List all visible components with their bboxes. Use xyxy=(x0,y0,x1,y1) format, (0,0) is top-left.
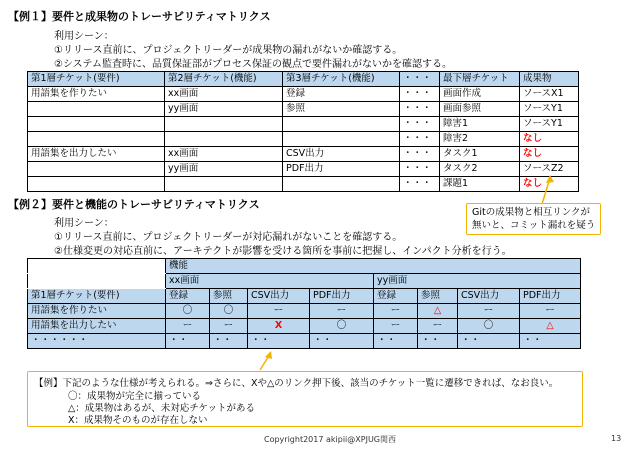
column-header: 参照 xyxy=(210,289,248,304)
note-arrow-icon xyxy=(250,350,280,372)
example2-scene-2: ②仕様変更の対応直前に、アーキテクトが影響を受ける箇所を事前に把握し、インパクト分析を行う。 xyxy=(54,246,512,257)
git-callout xyxy=(466,203,601,235)
footer-copyright: Copyright2017 akipii@XPJUG関西 xyxy=(264,435,396,444)
matrix-cell-link[interactable]: X xyxy=(248,319,310,334)
column-header: 登録 xyxy=(374,289,418,304)
example1-heading: 【例１】要件と成果物のトレーサビリティマトリクス xyxy=(8,10,271,23)
column-header: 参照 xyxy=(418,289,458,304)
matrix-cell: ー xyxy=(248,304,310,319)
row-label: 用語集を出力したい xyxy=(28,319,166,334)
row-label: ・・・・・・ xyxy=(28,334,166,349)
example1-header-cell: 第3層チケット(機能) xyxy=(283,72,400,87)
table-cell: 参照 xyxy=(283,102,400,117)
table-cell: ・・・ xyxy=(400,117,440,132)
table-cell: 画面参照 xyxy=(440,102,520,117)
table-cell: ・・・ xyxy=(400,162,440,177)
table-cell xyxy=(165,132,283,147)
table-cell: タスク2 xyxy=(440,162,520,177)
table-row xyxy=(28,334,581,349)
matrix-cell-link[interactable]: △ xyxy=(418,304,458,319)
table-row xyxy=(28,132,579,147)
page-number: 13 xyxy=(611,434,622,443)
matrix-cell: ・・ xyxy=(418,334,458,349)
note-line-3: △：成果物はあるが、未対応チケットがある xyxy=(68,403,255,414)
table-cell: ・・・ xyxy=(400,87,440,102)
table-cell: xx画面 xyxy=(165,147,283,162)
column-header: PDF出力 xyxy=(520,289,581,304)
table-cell xyxy=(28,117,165,132)
matrix-cell: ー xyxy=(166,319,210,334)
table-cell xyxy=(28,259,166,274)
matrix-cell: ー xyxy=(520,304,581,319)
table-cell xyxy=(283,177,400,192)
legend-note-box xyxy=(27,371,583,427)
table-cell xyxy=(283,132,400,147)
matrix-cell: 〇 xyxy=(210,304,248,319)
table-cell: ・・・ xyxy=(400,177,440,192)
matrix-cell: ー xyxy=(418,319,458,334)
matrix-cell-link[interactable]: △ xyxy=(520,319,581,334)
column-header: CSV出力 xyxy=(248,289,310,304)
matrix-cell: ・・ xyxy=(310,334,374,349)
example1-scene-1: ①リリース直前に、プロジェクトリーダーが成果物の漏れがないか確認する。 xyxy=(54,45,403,56)
table-cell: ・・・ xyxy=(400,132,440,147)
table-cell: ソースX1 xyxy=(520,87,579,102)
table-row xyxy=(28,117,579,132)
row-label: 用語集を作りたい xyxy=(28,304,166,319)
example1-header-cell: 最下層チケット xyxy=(440,72,520,87)
example2-table xyxy=(27,258,581,349)
function-group-header: 機能 xyxy=(166,259,581,274)
note-line-2: 〇：成果物が完全に揃っている xyxy=(68,391,202,402)
screen-header-xx: xx画面 xyxy=(166,274,374,289)
matrix-cell: ー xyxy=(210,319,248,334)
callout-arrow-icon xyxy=(480,174,560,206)
example2-heading: 【例２】要件と機能のトレーサビリティマトリクス xyxy=(8,198,260,211)
table-cell: CSV出力 xyxy=(283,147,400,162)
matrix-cell: 〇 xyxy=(458,319,520,334)
screen-header-yy: yy画面 xyxy=(374,274,581,289)
note-line-4: X：成果物そのものが存在しない xyxy=(68,415,208,426)
git-callout-line-1: Gitの成果物と相互リンクが xyxy=(472,207,591,218)
matrix-cell: ・・ xyxy=(210,334,248,349)
matrix-cell: ー xyxy=(374,319,418,334)
table-row xyxy=(28,304,581,319)
example1-header-cell: 第2層チケット(機能) xyxy=(165,72,283,87)
example1-scene-2: ②システム監査時に、品質保証部がプロセス保証の観点で要件漏れがないかを確認する。 xyxy=(54,59,452,70)
table-row xyxy=(28,319,581,334)
table-cell: PDF出力 xyxy=(283,162,400,177)
example2-scene-1: ①リリース直前に、プロジェクトリーダーが対応漏れがないことを確認する。 xyxy=(54,232,403,243)
table-cell: タスク1 xyxy=(440,147,520,162)
matrix-cell: ・・ xyxy=(374,334,418,349)
table-cell xyxy=(28,274,166,289)
example1-header-cell: 成果物 xyxy=(520,72,579,87)
table-cell: 課題1 xyxy=(440,177,520,192)
table-cell: yy画面 xyxy=(165,162,283,177)
example2-group-row xyxy=(28,259,581,274)
table-cell: 障害1 xyxy=(440,117,520,132)
matrix-cell: ・・ xyxy=(520,334,581,349)
example1-header-cell: 第1層チケット(要件) xyxy=(28,72,165,87)
table-cell: 画面作成 xyxy=(440,87,520,102)
example2-screen-row xyxy=(28,274,581,289)
table-row xyxy=(28,87,579,102)
table-cell: ソースY1 xyxy=(520,117,579,132)
table-cell xyxy=(28,177,165,192)
table-row xyxy=(28,102,579,117)
matrix-cell: ー xyxy=(374,304,418,319)
table-cell xyxy=(28,102,165,117)
missing-artifact-cell: なし xyxy=(520,132,579,147)
table-cell xyxy=(28,162,165,177)
note-line-1: 【例】下記のような仕様が考えられる。⇒さらに、Xや△のリンク押下後、該当のチケット一覧に遷移できれば、なお良い。 xyxy=(34,378,559,389)
table-cell: ソースY1 xyxy=(520,102,579,117)
matrix-cell: ・・ xyxy=(248,334,310,349)
example1-scene-label: 利用シーン： xyxy=(54,31,114,42)
example1-header-row xyxy=(28,72,579,87)
table-cell xyxy=(165,117,283,132)
table-cell: xx画面 xyxy=(165,87,283,102)
table-cell xyxy=(283,117,400,132)
matrix-cell: ー xyxy=(458,304,520,319)
matrix-cell: ・・ xyxy=(458,334,520,349)
table-cell: ・・・ xyxy=(400,147,440,162)
table-cell: 登録 xyxy=(283,87,400,102)
table-cell xyxy=(28,132,165,147)
table-cell: 用語集を出力したい xyxy=(28,147,165,162)
missing-artifact-cell: なし xyxy=(520,177,579,192)
example1-header-cell: ・・・ xyxy=(400,72,440,87)
matrix-cell: ・・ xyxy=(166,334,210,349)
table-cell: 障害2 xyxy=(440,132,520,147)
corner-header: 第1層チケット(要件) xyxy=(28,289,166,304)
matrix-cell: ー xyxy=(310,304,374,319)
table-cell: yy画面 xyxy=(165,102,283,117)
matrix-cell: 〇 xyxy=(166,304,210,319)
table-cell xyxy=(165,177,283,192)
table-cell: ソースZ2 xyxy=(520,162,579,177)
column-header: 登録 xyxy=(166,289,210,304)
example2-column-header-row xyxy=(28,289,581,304)
table-cell: ・・・ xyxy=(400,102,440,117)
table-row xyxy=(28,147,579,162)
matrix-cell: 〇 xyxy=(310,319,374,334)
column-header: CSV出力 xyxy=(458,289,520,304)
column-header: PDF出力 xyxy=(310,289,374,304)
example2-scene-label: 利用シーン： xyxy=(54,218,114,229)
git-callout-line-2: 無いと、コミット漏れを疑う xyxy=(472,220,596,231)
missing-artifact-cell: なし xyxy=(520,147,579,162)
table-cell: 用語集を作りたい xyxy=(28,87,165,102)
